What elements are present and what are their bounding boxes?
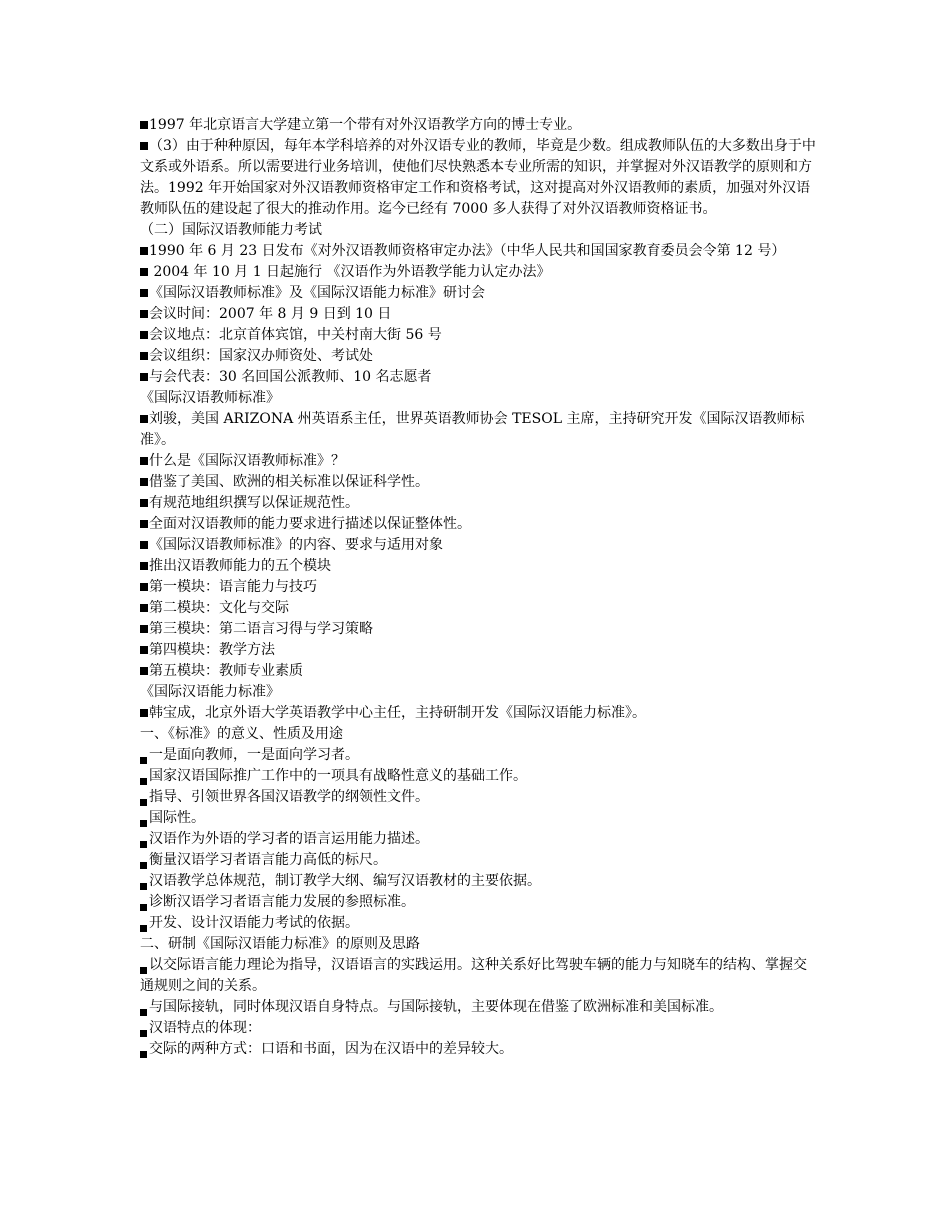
square-bullet-icon (140, 415, 148, 423)
square-bullet-icon (140, 625, 148, 633)
paragraph (140, 787, 816, 808)
paragraph (140, 367, 816, 388)
paragraph-text: 第五模块：教师专业素质 (149, 663, 303, 679)
paragraph-text: 什么是《国际汉语教师标准》？ (149, 453, 345, 469)
square-bullet-icon (140, 757, 147, 764)
paragraph-text: 推出汉语教师能力的五个模块 (149, 558, 331, 574)
square-bullet-icon (140, 583, 148, 591)
paragraph-text: 会议组织：国家汉办师资处、考试处 (149, 348, 373, 364)
paragraph-text: 有规范地组织撰写以保证规范性。 (149, 495, 359, 511)
section-heading (140, 220, 816, 241)
square-bullet-icon (140, 562, 148, 570)
paragraph (140, 241, 816, 262)
square-bullet-icon (140, 541, 148, 549)
square-bullet-icon (140, 373, 148, 381)
paragraph (140, 661, 816, 682)
square-bullet-icon (140, 1051, 147, 1058)
paragraph-text: 汉语特点的体现： (149, 1020, 261, 1036)
paragraph (140, 556, 816, 577)
paragraph (140, 955, 816, 997)
square-bullet-icon (140, 268, 148, 276)
square-bullet-icon (140, 904, 147, 911)
square-bullet-icon (140, 457, 148, 465)
paragraph (140, 913, 816, 934)
paragraph-text: 第三模块：第二语言习得与学习策略 (149, 621, 373, 637)
paragraph (140, 514, 816, 535)
paragraph-text: 国家汉语国际推广工作中的一项具有战略性意义的基础工作。 (149, 768, 527, 784)
paragraph-text: 交际的两种方式：口语和书面，因为在汉语中的差异较大。 (149, 1041, 513, 1057)
square-bullet-icon (140, 289, 148, 297)
paragraph-text: 第二模块：文化与交际 (149, 600, 289, 616)
square-bullet-icon (140, 709, 148, 717)
square-bullet-icon (140, 142, 148, 150)
paragraph (140, 535, 816, 556)
paragraph-text: 刘骏，美国 ARIZONA 州英语系主任，世界英语教师协会 TESOL 主席，主持研究开发《国际汉语教师标准》。 (140, 411, 805, 448)
section-heading (140, 934, 816, 955)
paragraph-text: 《国际汉语教师标准》及《国际汉语能力标准》研讨会 (149, 285, 485, 301)
paragraph (140, 451, 816, 472)
paragraph (140, 493, 816, 514)
square-bullet-icon (140, 121, 148, 129)
paragraph (140, 892, 816, 913)
paragraph-text: 《国际汉语教师标准》的内容、要求与适用对象 (149, 537, 443, 553)
paragraph (140, 640, 816, 661)
paragraph (140, 325, 816, 346)
paragraph-text: 二、研制《国际汉语能力标准》的原则及思路 (140, 936, 420, 952)
paragraph (140, 1018, 816, 1039)
square-bullet-icon (140, 883, 147, 890)
paragraph-text: 第一模块：语言能力与技巧 (149, 579, 317, 595)
square-bullet-icon (140, 331, 148, 339)
square-bullet-icon (140, 520, 148, 528)
paragraph (140, 871, 816, 892)
paragraph-text: 一、《标准》的意义、性质及用途 (140, 726, 343, 742)
paragraph (140, 262, 816, 283)
square-bullet-icon (140, 841, 147, 848)
paragraph-text: 衡量汉语学习者语言能力高低的标尺。 (149, 852, 387, 868)
square-bullet-icon (140, 820, 147, 827)
paragraph-text: 会议地点：北京首体宾馆，中关村南大街 56 号 (149, 327, 442, 343)
paragraph (140, 136, 816, 220)
paragraph (140, 1039, 816, 1060)
paragraph (140, 115, 816, 136)
paragraph (140, 304, 816, 325)
section-heading (140, 682, 816, 703)
paragraph (140, 766, 816, 787)
paragraph-text: 汉语教学总体规范，制订教学大纲、编写汉语教材的主要依据。 (149, 873, 541, 889)
document-body (140, 115, 816, 1060)
square-bullet-icon (140, 247, 148, 255)
paragraph-text: 一是面向教师，一是面向学习者。 (149, 747, 359, 763)
square-bullet-icon (140, 478, 148, 486)
square-bullet-icon (140, 925, 147, 932)
square-bullet-icon (140, 646, 148, 654)
paragraph (140, 619, 816, 640)
paragraph-text: 1997 年北京语言大学建立第一个带有对外汉语教学方向的博士专业。 (149, 117, 582, 133)
paragraph-text: （3）由于种种原因，每年本学科培养的对外汉语专业的教师，毕竟是少数。组成教师队伍的大多数出身于中文系或外语系。所以需要进行业务培训，使他们尽快熟悉本专业所需的知识，并掌握对外汉语教学的原则和方法。1992 年开始国家对外汉语教师资格审定工作和资格考试，这对提高对外汉语教师的素质，加强对外汉语教师队伍的建设起了很大的推动作用。迄今已经有 7000 多人获得了对外汉语教师资格证书。 (140, 138, 816, 217)
section-heading (140, 388, 816, 409)
paragraph-text: 与国际接轨，同时体现汉语自身特点。与国际接轨，主要体现在借鉴了欧洲标准和美国标准。 (149, 999, 723, 1015)
square-bullet-icon (140, 778, 147, 785)
square-bullet-icon (140, 967, 147, 974)
paragraph-text: 《国际汉语教师标准》 (140, 390, 280, 406)
square-bullet-icon (140, 1030, 147, 1037)
square-bullet-icon (140, 799, 147, 806)
square-bullet-icon (140, 499, 148, 507)
square-bullet-icon (140, 667, 148, 675)
paragraph-text: 汉语作为外语的学习者的语言运用能力描述。 (149, 831, 429, 847)
paragraph (140, 577, 816, 598)
paragraph-text: 借鉴了美国、欧洲的相关标准以保证科学性。 (149, 474, 429, 490)
square-bullet-icon (140, 604, 148, 612)
paragraph (140, 829, 816, 850)
paragraph-text: 开发、设计汉语能力考试的依据。 (149, 915, 359, 931)
paragraph (140, 850, 816, 871)
paragraph-text: 指导、引领世界各国汉语教学的纲领性文件。 (149, 789, 429, 805)
square-bullet-icon (140, 310, 148, 318)
paragraph-text: （二）国际汉语教师能力考试 (140, 222, 322, 238)
paragraph-text: 全面对汉语教师的能力要求进行描述以保证整体性。 (149, 516, 471, 532)
paragraph (140, 472, 816, 493)
paragraph-text: 以交际语言能力理论为指导，汉语语言的实践运用。这种关系好比驾驶车辆的能力与知晓车的结构、掌握交通规则之间的关系。 (140, 957, 807, 994)
paragraph (140, 283, 816, 304)
paragraph-text: 国际性。 (149, 810, 205, 826)
paragraph-text: 1990 年 6 月 23 日发布《对外汉语教师资格审定办法》（中华人民共和国国家教育委员会令第 12 号） (149, 243, 786, 259)
paragraph (140, 997, 816, 1018)
paragraph-text: 第四模块：教学方法 (149, 642, 275, 658)
paragraph-text: 会议时间：2007 年 8 月 9 日到 10 日 (149, 306, 392, 322)
square-bullet-icon (140, 1009, 147, 1016)
paragraph (140, 346, 816, 367)
paragraph-text: 诊断汉语学习者语言能力发展的参照标准。 (149, 894, 415, 910)
paragraph (140, 409, 816, 451)
paragraph-text: 韩宝成，北京外语大学英语教学中心主任，主持研制开发《国际汉语能力标准》。 (149, 705, 646, 721)
paragraph (140, 745, 816, 766)
paragraph-text: 2004 年 10 月 1 日起施行 《汉语作为外语教学能力认定办法》 (149, 264, 551, 280)
square-bullet-icon (140, 352, 148, 360)
paragraph (140, 808, 816, 829)
paragraph (140, 598, 816, 619)
section-heading (140, 724, 816, 745)
paragraph-text: 与会代表：30 名回国公派教师、10 名志愿者 (149, 369, 432, 385)
paragraph (140, 703, 816, 724)
paragraph-text: 《国际汉语能力标准》 (140, 684, 280, 700)
square-bullet-icon (140, 862, 147, 869)
